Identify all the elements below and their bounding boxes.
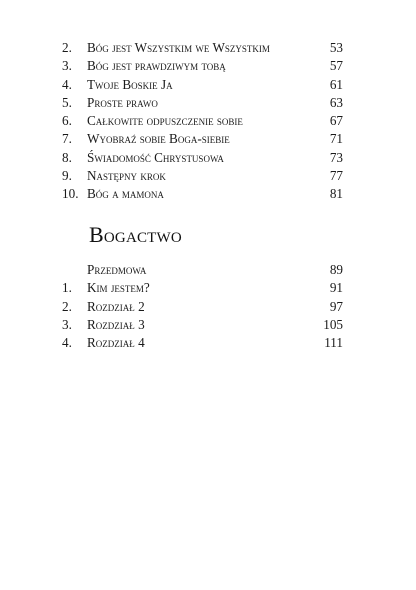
toc-entry bbox=[62, 334, 343, 352]
page-number: 71 bbox=[329, 131, 343, 147]
chapter-title: Przedmowa bbox=[87, 262, 147, 277]
page-number: 105 bbox=[323, 316, 343, 332]
chapter-number: 5. bbox=[62, 94, 72, 110]
toc-entry bbox=[62, 261, 343, 279]
chapter-number: 2. bbox=[62, 298, 72, 314]
chapter-number: 6. bbox=[62, 113, 72, 129]
toc-entry bbox=[62, 39, 343, 57]
chapter-number: 10. bbox=[62, 186, 79, 202]
toc-entry bbox=[62, 130, 343, 148]
chapter-title: Rozdział 2 bbox=[87, 298, 145, 314]
chapter-title: Proste prawo bbox=[87, 94, 158, 110]
page-number: 53 bbox=[329, 40, 343, 55]
page-number: 77 bbox=[329, 168, 343, 184]
chapter-title: Bóg jest Wszystkim we Wszystkim bbox=[87, 40, 270, 55]
chapter-title: Kim jestem? bbox=[87, 280, 150, 296]
chapter-title: Wyobraź sobie Boga-siebie bbox=[87, 131, 230, 147]
chapter-number: 3. bbox=[62, 58, 72, 74]
toc-list-part-1 bbox=[62, 39, 343, 204]
chapter-number: 9. bbox=[62, 168, 72, 184]
toc-entry bbox=[62, 316, 343, 334]
toc-entry bbox=[62, 149, 343, 167]
page-number: 57 bbox=[329, 58, 343, 74]
page-number: 63 bbox=[329, 94, 343, 110]
toc-entry bbox=[62, 298, 343, 316]
toc-entry bbox=[62, 57, 343, 75]
page-number: 61 bbox=[329, 76, 343, 92]
chapter-number: 1. bbox=[62, 280, 72, 296]
page-number: 97 bbox=[329, 298, 343, 314]
chapter-title: Bóg jest prawdziwym tobą bbox=[87, 58, 226, 74]
chapter-title: Następny krok bbox=[87, 168, 166, 184]
section-heading: Bogactwo bbox=[89, 222, 182, 247]
toc-entry bbox=[62, 279, 343, 297]
chapter-title: Rozdział 3 bbox=[87, 316, 145, 332]
chapter-title: Całkowite odpuszczenie sobie bbox=[87, 113, 243, 129]
chapter-number: 3. bbox=[62, 316, 72, 332]
page-number: 91 bbox=[329, 280, 343, 296]
page-number: 89 bbox=[329, 262, 343, 277]
toc-entry bbox=[62, 185, 343, 203]
chapter-title: Twoje Boskie Ja bbox=[87, 76, 173, 92]
chapter-title: Świadomość Chrystusowa bbox=[87, 149, 224, 165]
page-number: 67 bbox=[329, 113, 343, 129]
toc-entry bbox=[62, 76, 343, 94]
chapter-title: Bóg a mamona bbox=[87, 186, 164, 202]
chapter-number: 8. bbox=[62, 149, 72, 165]
chapter-number: 4. bbox=[62, 76, 72, 92]
toc-entry bbox=[62, 112, 343, 130]
chapter-title: Rozdział 4 bbox=[87, 335, 145, 351]
page-number: 81 bbox=[329, 186, 343, 202]
toc-entry bbox=[62, 167, 343, 185]
page-number: 111 bbox=[324, 335, 343, 351]
chapter-number: 7. bbox=[62, 131, 72, 147]
toc-entry bbox=[62, 94, 343, 112]
chapter-number: 4. bbox=[62, 335, 72, 351]
chapter-number: 2. bbox=[62, 40, 72, 55]
page-number: 73 bbox=[329, 149, 343, 165]
toc-list-part-2 bbox=[62, 261, 343, 352]
